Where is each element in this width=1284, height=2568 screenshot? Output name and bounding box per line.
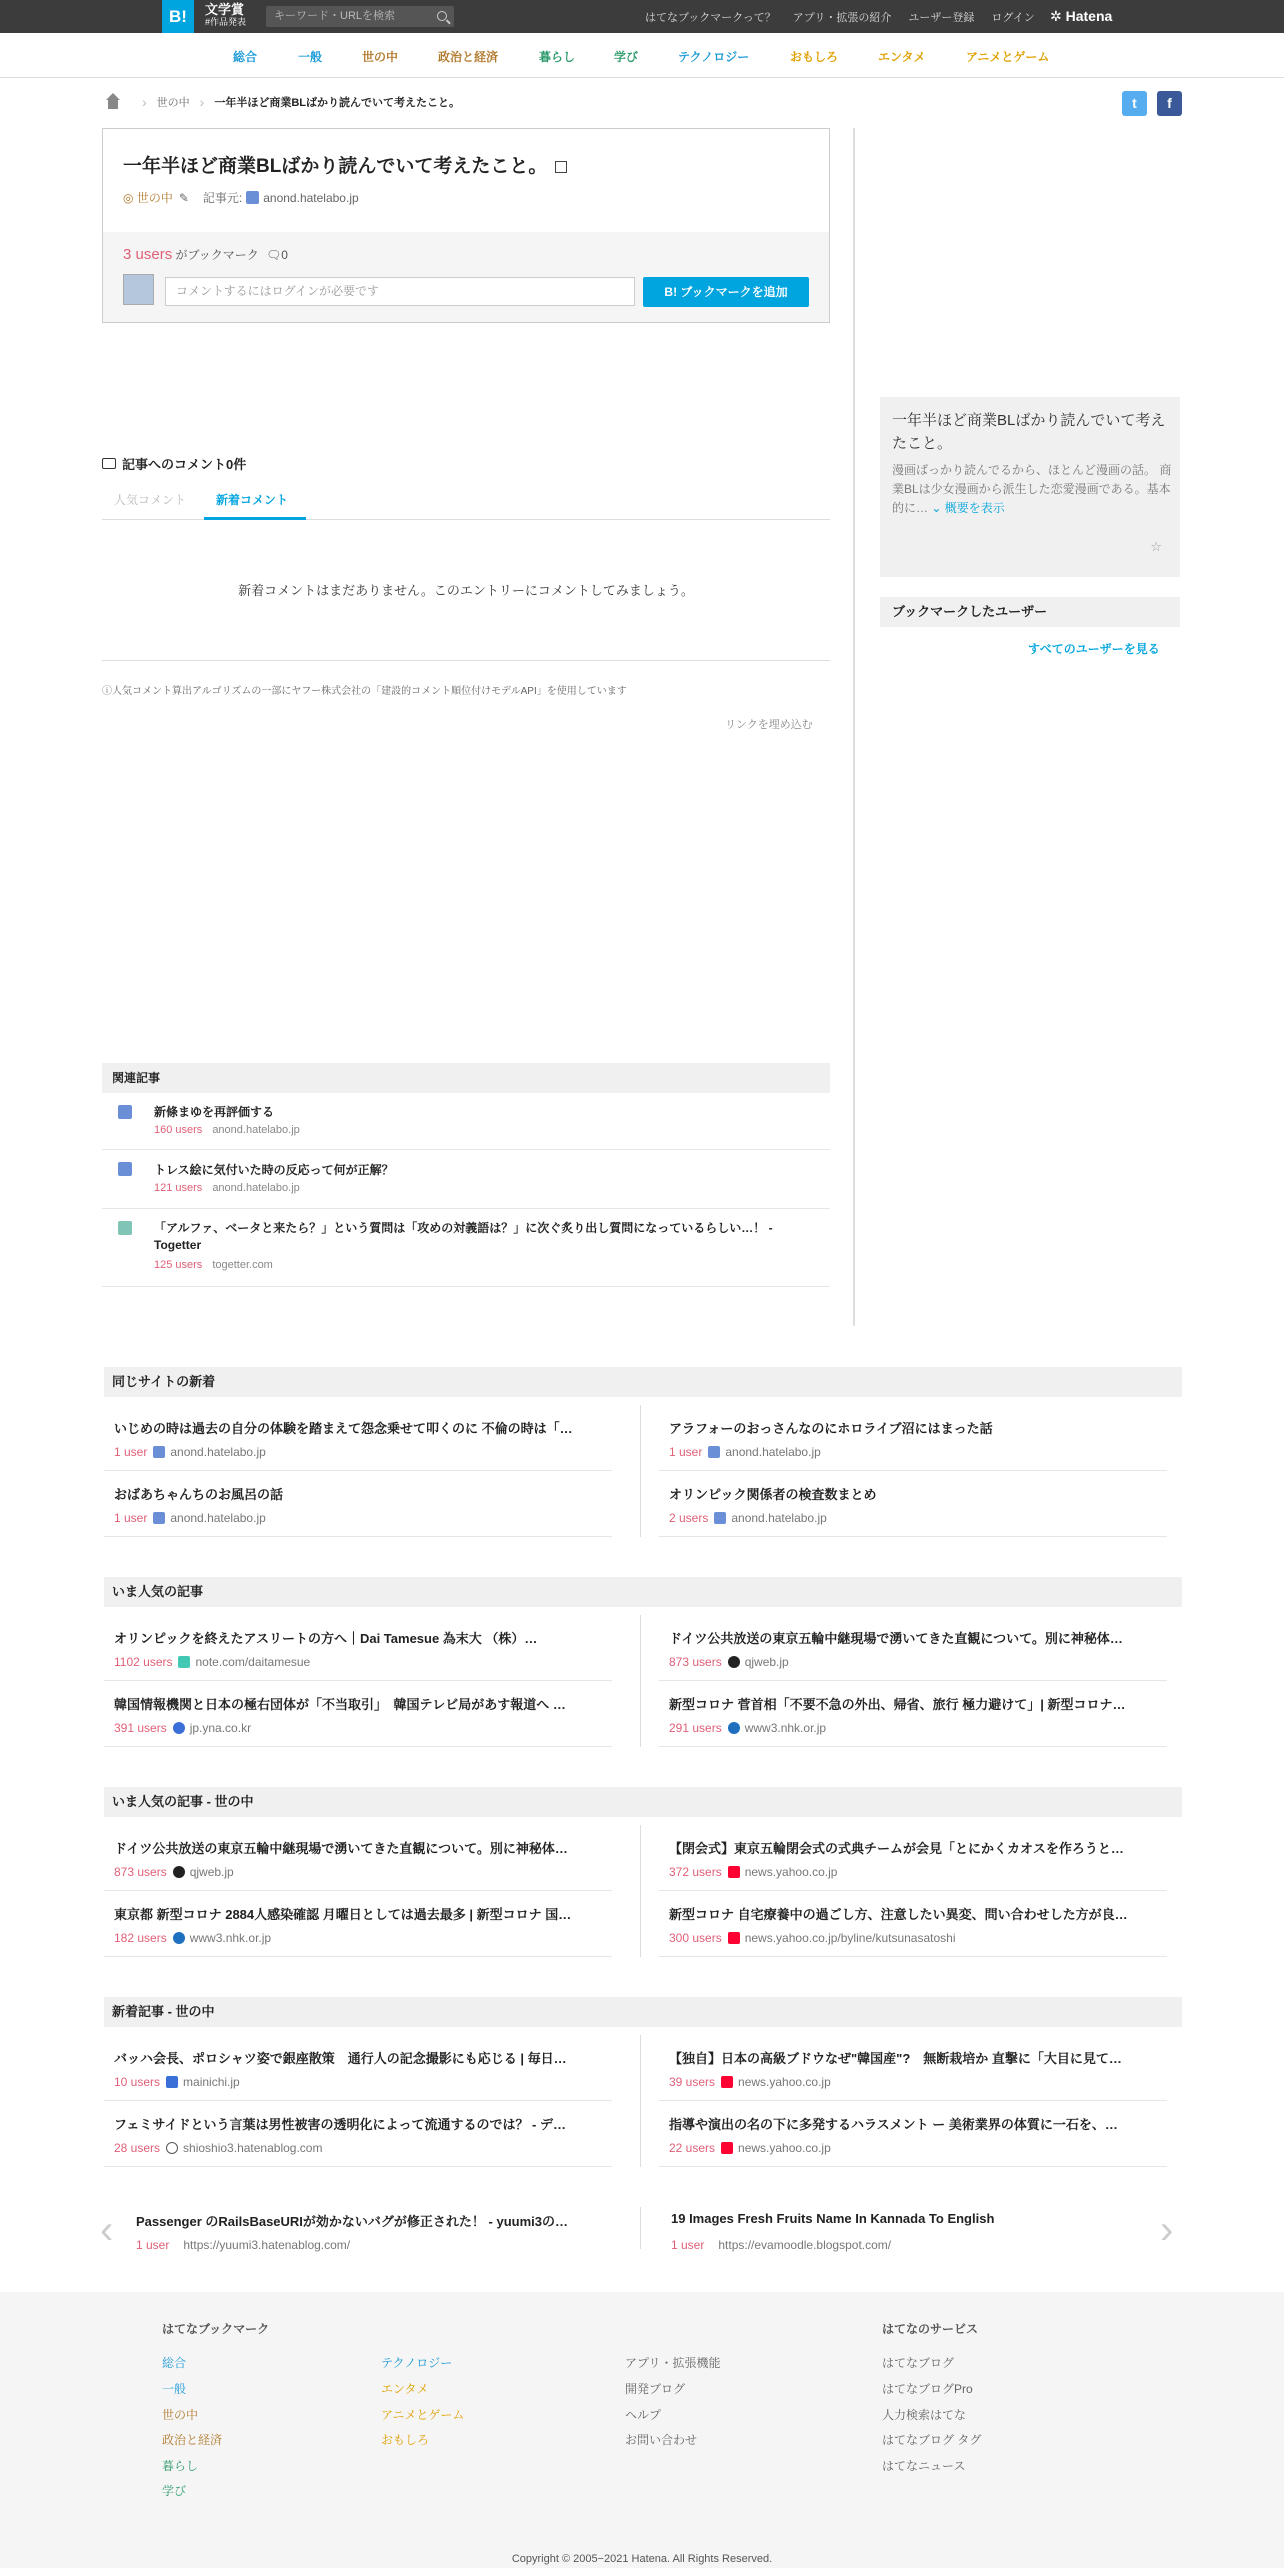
related-title[interactable]: トレス絵に気付いた時の反応って何が正解？ [154,1163,394,1177]
item-users[interactable]: 873 users [669,1655,722,1669]
item-users[interactable]: 28 users [114,2141,161,2155]
item-meta [114,2141,322,2155]
same-site-item[interactable] [659,1471,1167,1537]
footer-link[interactable]: はてなブログPro [882,2382,973,2396]
item-site[interactable]: news.yahoo.co.jp [744,1865,838,1879]
entry-category-text: 世の中 [136,191,173,205]
summary-title: 一年半ほど商業BLばかり読んでいて考えたこと。 [892,412,1166,452]
related-meta [154,1182,300,1194]
category-economics[interactable]: 政治と経済 [438,50,499,64]
popular-society-item[interactable] [659,1825,1167,1891]
item-meta [669,1445,821,1459]
item-users[interactable]: 22 users [669,2141,716,2155]
topnav-apps-link[interactable]: アプリ・拡張の紹介 [792,11,892,24]
twitter-glyph: t [1132,95,1137,111]
same-site-heading: 同じサイトの新着 [104,1367,1182,1397]
home-icon[interactable] [104,93,122,111]
carousel-item[interactable] [126,2198,616,2264]
item-meta [669,2075,831,2089]
note-favicon-icon [178,1656,190,1668]
tab-new-comments[interactable]: 新着コメント [204,487,306,520]
footer-link[interactable]: 人力検索はてな [882,2408,967,2422]
item-users[interactable]: 873 users [114,1865,167,1879]
related-users[interactable]: 121 users [154,1182,203,1194]
embed-link[interactable]: リンクを埋め込む [725,719,813,731]
item-meta [114,2075,240,2089]
togetter-favicon-icon [118,1221,132,1235]
entry-meta [123,189,359,206]
related-meta [154,1259,273,1271]
award-banner[interactable] [205,2,246,28]
related-title[interactable]: 「アルファ、ベータと来たら？」という質問は「攻めの対義語は？」に次ぐ炙り出し質問になっているらしい…！ - Togetter [154,1221,773,1252]
entry-bookmark-area [103,232,829,322]
item-site[interactable]: news.yahoo.co.jp [738,2075,831,2089]
item-users[interactable]: 2 users [669,1511,709,1525]
footer-link[interactable]: 暮らし [162,2459,199,2473]
chevron-right-icon: › [142,94,147,110]
related-heading: 関連記事 [102,1063,830,1093]
item-meta [669,1865,837,1879]
item-site[interactable]: news.yahoo.co.jp [738,2141,831,2155]
footer-services-heading: はてなのサービス [882,2322,979,2336]
item-meta [114,1865,234,1879]
item-meta [669,1655,789,1669]
column-divider [640,1405,641,1537]
footer-link[interactable]: アニメとゲーム [381,2408,465,2422]
topnav-login-link[interactable]: ログイン [991,11,1035,24]
users-suffix: がブックマーク [175,248,259,262]
item-users[interactable]: 182 users [114,1931,167,1945]
yahoo-favicon-icon [721,2076,733,2088]
footer-link[interactable]: ヘルプ [625,2408,662,2422]
related-item[interactable] [102,1209,830,1287]
item-meta [669,1931,956,1945]
popular-item[interactable] [104,1681,612,1747]
related-meta [154,1124,300,1136]
footer-bookmark-heading: はてなブックマーク [162,2322,270,2336]
new-society-item[interactable] [104,2101,612,2167]
item-title[interactable]: 19 Images Fresh Fruits Name In Kannada To English [671,2211,995,2226]
category-it[interactable]: テクノロジー [678,50,750,64]
footer-link[interactable]: はてなニュース [882,2459,966,2473]
popular-item[interactable] [659,1681,1167,1747]
related-site[interactable]: anond.hatelabo.jp [212,1182,300,1194]
item-title[interactable]: 【閉会式】東京五輪閉会式の式典チームが会見「とにかくカオスを作ろうと… [669,1841,1124,1856]
entry-title-text: 一年半ほど商業BLばかり読んでいて考えたこと。 [123,156,548,177]
nhk-favicon-icon [173,1932,185,1944]
item-site[interactable]: note.com/daitamesue [195,1655,311,1669]
footer-link[interactable]: 開発ブログ [625,2382,686,2396]
same-site-item[interactable] [104,1405,612,1471]
item-meta [114,1721,251,1735]
users-count[interactable]: 3 users [123,246,173,263]
bookmark-count [123,246,288,263]
footer [0,2292,1284,2568]
category-general[interactable]: 一般 [298,50,323,64]
item-title[interactable]: 東京都 新型コロナ 2884人感染確認 月曜日としては過去最多 | 新型コロナ 国… [114,1907,572,1922]
item-title[interactable]: 【独自】日本の高級ブドウなぜ"韓国産"? 無断栽培か 直撃に「大目に見て… [669,2051,1122,2066]
related-site[interactable]: anond.hatelabo.jp [212,1124,300,1136]
footer-link[interactable]: テクノロジー [381,2356,453,2370]
item-site[interactable]: https://evamoodle.blogspot.com/ [718,2238,892,2252]
yahoo-favicon-icon [728,1866,740,1878]
twitter-share-icon[interactable] [1122,91,1147,116]
related-users[interactable]: 160 users [154,1124,203,1136]
item-title[interactable]: バッハ会長、ポロシャツ姿で銀座散策 通行人の記念撮影にも応じる | 毎日… [114,2051,567,2066]
item-users[interactable]: 10 users [114,2075,161,2089]
item-users[interactable]: 1 user [136,2238,170,2252]
item-meta [114,1931,271,1945]
pin-icon[interactable]: ☆ [1150,539,1162,554]
column-divider [853,128,855,1326]
show-summary-link[interactable]: ⌄ 概要を表示 [931,501,1005,515]
footer-link[interactable]: おもしろ [381,2433,430,2447]
item-meta [669,2141,831,2155]
item-title[interactable]: オリンピック関係者の検査数まとめ [669,1487,877,1502]
category-game[interactable]: アニメとゲーム [966,50,1050,64]
hatena-bookmark-logo[interactable]: B! [162,0,194,33]
yahoo-favicon-icon [728,1932,740,1944]
popular-society-item[interactable] [104,1825,612,1891]
item-users[interactable]: 1 user [114,1445,148,1459]
same-site-item[interactable] [659,1405,1167,1471]
item-title[interactable]: Passenger のRailsBaseURIが効かないバグが修正された！ - yuumi3の… [136,2214,568,2229]
item-meta [114,1511,266,1525]
item-meta [669,1511,827,1525]
footer-link[interactable]: 学び [162,2484,187,2498]
item-site[interactable]: jp.yna.co.kr [189,1721,252,1735]
item-users[interactable]: 1 user [669,1445,703,1459]
entry-summary-card [880,397,1180,577]
breadcrumb [104,93,460,111]
show-summary-text: 概要を表示 [944,501,1005,515]
item-users[interactable]: 391 users [114,1721,167,1735]
yahoo-favicon-icon [721,2142,733,2154]
footer-link[interactable]: 総合 [162,2356,187,2370]
mainichi-favicon-icon [166,2076,178,2088]
item-title[interactable]: ドイツ公共放送の東京五輪中継現場で湧いてきた直観について。別に神秘体… [114,1841,568,1856]
hatenablog-favicon-icon [166,2142,178,2154]
item-site[interactable]: news.yahoo.co.jp/byline/kutsunasatoshi [744,1931,956,1945]
category-fun[interactable]: おもしろ [790,50,839,64]
item-title[interactable]: 新型コロナ 自宅療養中の過ごし方、注意したい異変、問い合わせした方が良… [669,1907,1128,1922]
item-meta [671,2238,891,2252]
qjweb-favicon-icon [728,1656,740,1668]
column-divider [640,2207,641,2249]
avatar [123,274,154,305]
footer-link[interactable]: アプリ・拡張機能 [625,2356,721,2370]
item-title[interactable]: 新型コロナ 菅首相「不要不急の外出、帰省、旅行 極力避けて」| 新型コロナ… [669,1697,1126,1712]
external-link-icon[interactable] [555,161,567,173]
item-site[interactable]: qjweb.jp [744,1655,789,1669]
popular-heading: いま人気の記事 [104,1577,1182,1607]
related-users[interactable]: 125 users [154,1259,203,1271]
anond-favicon-icon [118,1162,132,1176]
comments-heading [102,454,246,473]
search-input[interactable] [266,6,454,27]
related-title[interactable]: 新條まゆを再評価する [154,1105,275,1119]
popular-item[interactable] [659,1615,1167,1681]
category-life[interactable]: 暮らし [539,50,576,64]
item-site[interactable]: shioshio3.hatenablog.com [183,2141,323,2155]
same-site-item[interactable] [104,1471,612,1537]
footer-link[interactable]: はてなブログ [882,2356,955,2370]
new-society-item[interactable] [659,2035,1167,2101]
item-site[interactable]: https://yuumi3.hatenablog.com/ [183,2238,351,2252]
item-site[interactable]: anond.hatelabo.jp [170,1445,266,1459]
carousel-item[interactable] [661,2198,1151,2264]
new-society-heading: 新着記事 - 世の中 [104,1997,1182,2027]
item-title[interactable]: いじめの時は過去の自分の体験を踏まえて怨念乗せて叩くのに 不倫の時は「… [114,1421,573,1436]
new-society-item[interactable] [659,2101,1167,2167]
chevron-right-icon: › [199,94,205,110]
item-users[interactable]: 291 users [669,1721,722,1735]
comment-bubble-icon: 🗨 [266,248,282,262]
category-social[interactable]: 世の中 [362,50,399,64]
popular-society-item[interactable] [104,1891,612,1957]
category-knowledge[interactable]: 学び [614,50,639,64]
top-bar [0,0,1284,33]
item-meta [114,1445,266,1459]
item-title[interactable]: おばあちゃんちのお風呂の話 [114,1487,284,1502]
topnav-register-link[interactable]: ユーザー登録 [908,11,975,24]
item-users[interactable]: 300 users [669,1931,722,1945]
item-title[interactable]: アラフォーのおっさんなのにホロライブ沼にはまった話 [669,1421,993,1436]
add-bookmark-button[interactable]: B! ブックマークを追加 [643,277,809,307]
item-users[interactable]: 39 users [669,2075,716,2089]
column-divider [640,1615,641,1747]
category-nav [0,33,1284,78]
facebook-share-icon[interactable] [1157,91,1182,116]
comment-icon [102,458,116,469]
entry-title[interactable] [123,151,567,178]
column-divider [640,1825,641,1957]
info-icon: ⓘ [102,686,112,697]
item-users[interactable]: 1 user [114,1511,148,1525]
anond-favicon-icon [246,191,259,204]
item-users[interactable]: 1102 users [114,1655,173,1669]
tab-popular-comments[interactable]: 人気コメント [114,493,187,507]
item-title[interactable]: オリンピックを終えたアスリートの方へ｜Dai Tamesue 為末大 （株）… [114,1631,538,1646]
entry-box [102,128,830,323]
anond-favicon-icon [153,1446,165,1458]
copyright: Copyright © 2005−2021 Hatena. All Rights Reserved. [511,2553,773,2565]
footer-link[interactable]: はてなブログ タグ [882,2433,982,2447]
anond-favicon-icon [153,1512,165,1524]
hatena-logo[interactable]: ✲ Hatena [1050,8,1113,24]
category-all[interactable]: 総合 [233,50,258,64]
popular-society-heading: いま人気の記事 - 世の中 [104,1787,1182,1817]
nhk-favicon-icon [728,1722,740,1734]
column-divider [640,2035,641,2167]
item-site[interactable]: anond.hatelabo.jp [725,1445,821,1459]
breadcrumb-category[interactable]: 世の中 [156,97,190,109]
related-site[interactable]: togetter.com [212,1259,273,1271]
item-meta [669,1721,826,1735]
carousel-next-icon[interactable]: › [1160,2208,1174,2252]
summary-text: 漫画ばっかり読んでるから、ほとんど漫画の話。 商業BLは少女漫画から派生した恋愛漫画である。基本的に… [892,463,1172,515]
item-title[interactable]: 指導や演出の名の下に多発するハラスメント ー 美術業界の体質に一石を、… [669,2117,1118,2132]
breadcrumb-current: 一年半ほど商業BLばかり読んでいて考えたこと。 [214,97,461,109]
item-title[interactable]: フェミサイドという言葉は男性被害の透明化によって流通するのでは？ - デ… [114,2117,566,2132]
item-site[interactable]: mainichi.jp [183,2075,240,2089]
algorithm-note-text: 人気コメント算出アルゴリズムの一部にヤフー株式会社の「建設的コメント順位付けモデルAPI」を使用しています [112,686,627,697]
item-meta [114,1655,310,1669]
topnav-about-link[interactable]: はてなブックマークって？ [645,11,776,24]
hatena-logo-text: Hatena [1065,8,1113,24]
item-title[interactable]: 韓国情報機関と日本の極右団体が「不当取引」 韓国テレビ局があす報道へ … [114,1697,566,1712]
empty-comments-message: 新着コメントはまだありません。このエントリーにコメントしてみましょう。 [238,583,694,598]
summary-description [892,461,1172,518]
source-label: 記事元: [202,191,243,205]
footer-link[interactable]: エンタメ [381,2382,429,2396]
popular-item[interactable] [104,1615,612,1681]
comment-tabs [102,487,830,520]
anond-favicon-icon [118,1105,132,1119]
algorithm-note [102,682,627,697]
item-site[interactable]: anond.hatelabo.jp [170,1511,266,1525]
footer-link[interactable]: 世の中 [162,2408,199,2422]
search-placeholder: キーワード・URLを検索 [274,10,396,22]
carousel-prev-icon[interactable]: ‹ [100,2208,114,2252]
item-site[interactable]: www3.nhk.or.jp [744,1721,827,1735]
qjweb-favicon-icon [173,1866,185,1878]
all-users-link[interactable]: すべてのユーザーを見る [1028,642,1160,656]
entry-category[interactable]: ◎ 世の中 [123,191,173,205]
entry-source[interactable]: anond.hatelabo.jp [263,190,359,205]
anond-favicon-icon [708,1446,720,1458]
new-society-item[interactable] [104,2035,612,2101]
category-entertainment[interactable]: エンタメ [878,50,926,64]
search-icon[interactable] [437,11,447,21]
edit-icon[interactable]: ✎ [178,190,189,205]
item-users[interactable]: 372 users [669,1865,722,1879]
related-item[interactable] [102,1150,830,1209]
popular-society-item[interactable] [659,1891,1167,1957]
anond-favicon-icon [714,1512,726,1524]
award-subtitle: #作品発表 [205,17,247,27]
item-site[interactable]: qjweb.jp [189,1865,234,1879]
award-title: 文学賞 [205,2,245,17]
item-users[interactable]: 1 user [671,2238,705,2252]
related-item[interactable] [102,1093,830,1150]
item-meta [136,2238,350,2252]
footer-link[interactable]: 政治と経済 [162,2433,223,2447]
comment-count: 0 [281,248,288,262]
item-title[interactable]: ドイツ公共放送の東京五輪中継現場で湧いてきた直観について。別に神秘体… [669,1631,1123,1646]
facebook-glyph: f [1167,95,1172,111]
comments-heading-text: 記事へのコメント0件 [122,457,247,472]
bookmark-users-heading: ブックマークしたユーザー [880,597,1180,627]
item-site[interactable]: anond.hatelabo.jp [731,1511,827,1525]
divider [102,660,830,661]
yonhap-favicon-icon [173,1722,185,1734]
comment-input[interactable]: コメントするにはログインが必要です [165,277,635,306]
item-site[interactable]: www3.nhk.or.jp [189,1931,272,1945]
footer-link[interactable]: 一般 [162,2382,187,2396]
footer-link[interactable]: お問い合わせ [625,2433,698,2447]
